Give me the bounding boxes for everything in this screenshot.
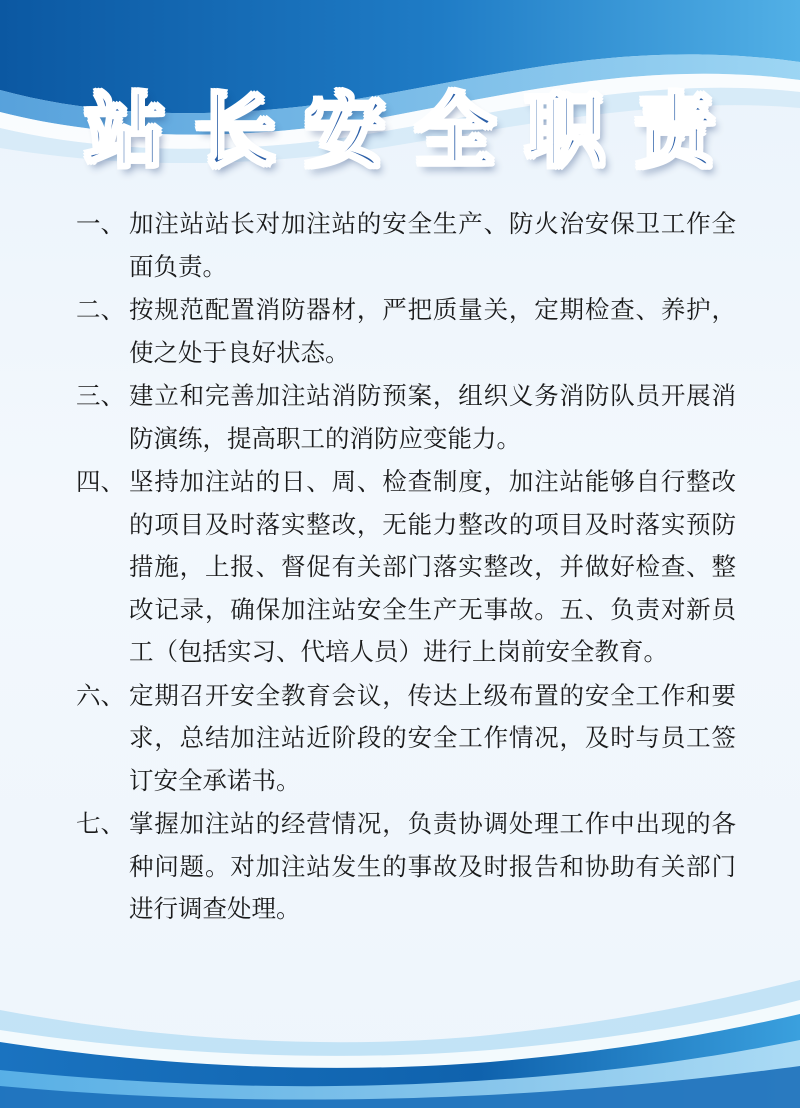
poster-title: 站长安全职责 (85, 85, 745, 178)
duty-item-1 (76, 203, 736, 288)
duty-item-4 (76, 461, 736, 674)
duty-text: 建立和完善加注站消防预案，组织义务消防队员开展消防演练，提高职工的消防应变能力。 (129, 381, 736, 453)
duty-number: 二、 (76, 295, 125, 324)
duty-item-2 (76, 289, 736, 374)
duty-text: 坚持加注站的日、周、检查制度，加注站能够自行整改的项目及时落实整改，无能力整改的项目及时落实预防措施，上报、督促有关部门落实整改，并做好检查、整改记录，确保加注站安全生产无事故。五、负责对新员工（包括实习、代培人员）进行上岗前安全教育。 (129, 467, 736, 666)
duty-item-6 (76, 675, 736, 803)
duty-item-3 (76, 375, 736, 460)
duty-number: 四、 (76, 467, 125, 496)
duty-number: 七、 (76, 809, 125, 838)
duty-number: 六、 (76, 680, 125, 710)
duty-item-7 (76, 803, 736, 931)
duty-text: 加注站站长对加注站的安全生产、防火治安保卫工作全面负责。 (129, 209, 736, 281)
duty-number: 一、 (76, 209, 125, 238)
duty-number: 三、 (76, 381, 125, 410)
duty-text: 掌握加注站的经营情况，负责协调处理工作中出现的各种问题。对加注站发生的事故及时报告和协助有关部门进行调查处理。 (129, 809, 736, 923)
duty-list (76, 203, 736, 932)
duty-text: 按规范配置消防器材，严把质量关，定期检查、养护，使之处于良好状态。 (129, 295, 736, 367)
duty-text: 定期召开安全教育会议，传达上级布置的安全工作和要求，总结加注站近阶段的安全工作情况，及时与员工签订安全承诺书。 (129, 680, 736, 795)
